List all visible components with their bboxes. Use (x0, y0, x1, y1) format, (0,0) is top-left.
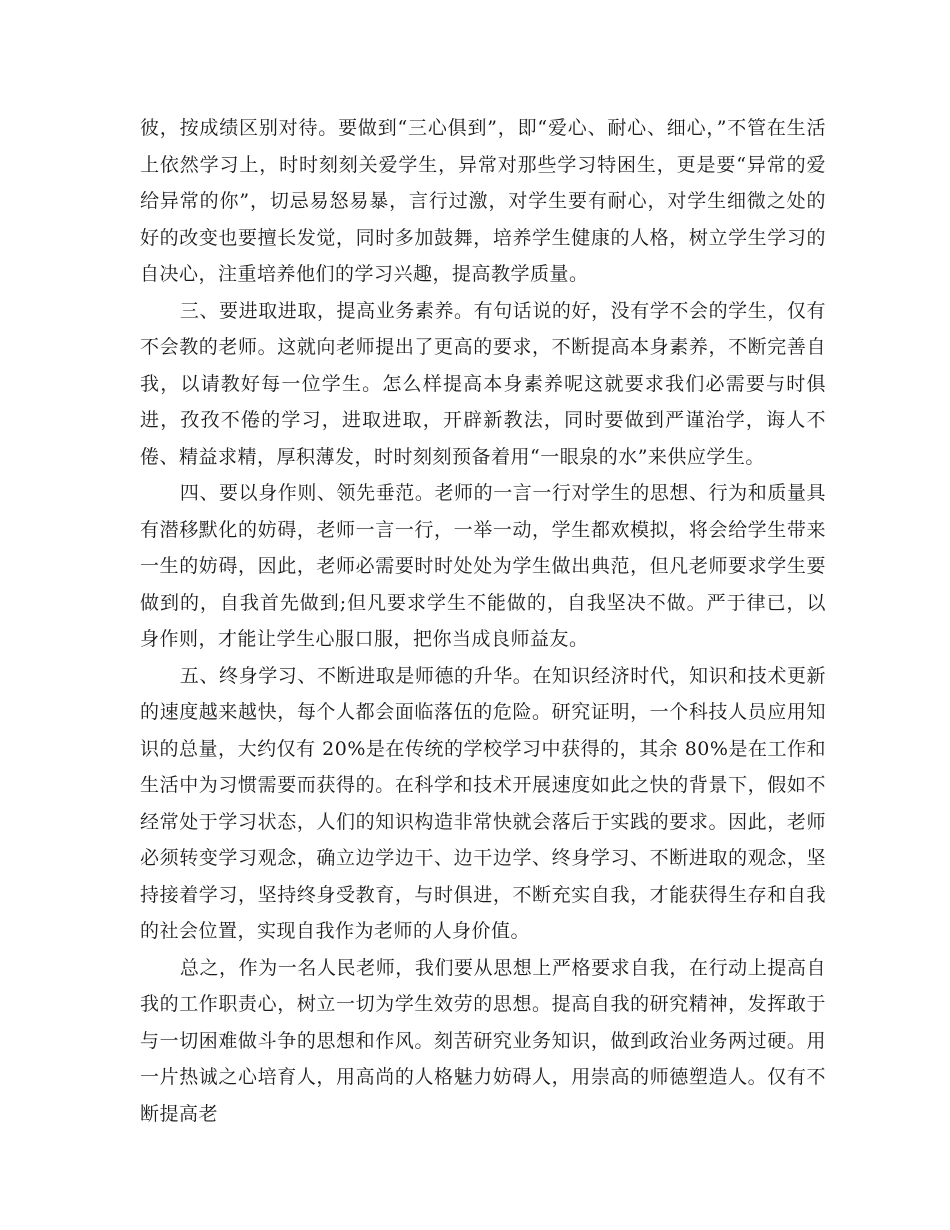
paragraph-point-four: 四、要以身作则、领先垂范。老师的一言一行对学生的思想、行为和质量具有潜移默化的妨碍，老师一言一行，一举一动，学生都欢模拟，将会给学生带来一生的妨碍，因此，老师必需要时时处处为学生做出典范，但凡老师要求学生要做到的，自我首先做到;但凡要求学生不能做的，自我坚决不做。严于律已，以身作则，才能让学生心服口服，把你当成良师益友。 (140, 482, 826, 650)
paragraph-continuation: 彼，按成绩区别对待。要做到“三心俱到”，即“爱心、耐心、细心，”不管在生活上依然学习上，时时刻刻关爱学生，异常对那些学习特困生，更是要“异常的爱给异常的你”，切忌易怒易暴，言行过激，对学生要有耐心，对学生细微之处的好的改变也要擅长发觉，同时多加鼓舞，培养学生健康的人格，树立学生学习的自决心，注重培养他们的学习兴趣，提高教学质量。 (140, 117, 826, 285)
body-text (140, 110, 826, 1132)
paragraph-point-five: 五、终身学习、不断进取是师德的升华。在知识经济时代，知识和技术更新的速度越来越快，每个人都会面临落伍的危险。研究证明，一个科技人员应用知识的总量，大约仅有 20%是在传统的学校学习中获得的，其余 80%是在工作和生活中为习惯需要而获得的。在科学和技术开展速度如此之快的背景下，假如不经常处于学习状态，人们的知识构造非常快就会落后于实践的要求。因此，老师必须转变学习观念，确立边学边干、边干边学、终身学习、不断进取的观念，坚持接着学习，坚持终身受教育，与时俱进，不断充实自我，才能获得生存和自我的社会位置，实现自我作为老师的人身价值。 (140, 664, 826, 942)
paragraph-conclusion: 总之，作为一名人民老师，我们要从思想上严格要求自我，在行动上提高自我的工作职责心，树立一切为学生效劳的思想。提高自我的研究精神，发挥敢于与一切困难做斗争的思想和作风。刻苦研究业务知识，做到政治业务两过硬。用一片热诚之心培育人，用高尚的人格魅力妨碍人，用崇高的师德塑造人。仅有不断提高老 (140, 956, 826, 1125)
paragraph-point-three: 三、要进取进取，提高业务素养。有句话说的好，没有学不会的学生，仅有不会教的老师。这就向老师提出了更高的要求，不断提高本身素养，不断完善自我，以请教好每一位学生。怎么样提高本身素养呢这就要求我们必需要与时俱进，孜孜不倦的学习，进取进取，开辟新教法，同时要做到严谨治学，诲人不倦、精益求精，厚积薄发，时时刻刻预备着用“一眼泉的水”来供应学生。 (140, 299, 826, 468)
